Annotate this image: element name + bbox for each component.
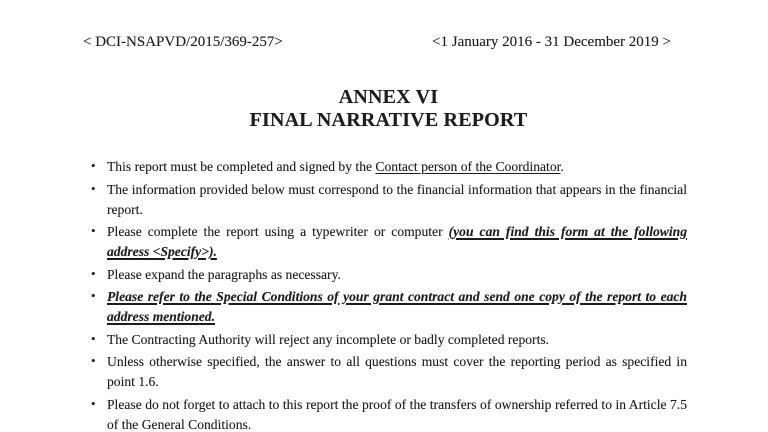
page-title-line1: ANNEX VI [338, 86, 439, 108]
bullet-icon: • [91, 353, 96, 368]
list-item [90, 265, 687, 285]
list-item [90, 330, 687, 350]
bullet-icon: • [91, 330, 96, 346]
list-item [90, 287, 687, 327]
bullet-icon: • [91, 395, 96, 411]
instructions-list [90, 157, 687, 432]
list-item [90, 395, 687, 432]
instruction-text: Please complete the report using a typewriter or computer (you can find this form at the following address <Specify>). [107, 224, 687, 259]
list-item [90, 352, 687, 392]
instruction-text: Please refer to the Special Conditions of your grant contract and send one copy of the report to each address mentioned. [107, 289, 687, 324]
page-title [90, 86, 687, 132]
list-item [90, 157, 687, 177]
bullet-icon: • [91, 223, 96, 238]
bullet-icon: • [91, 180, 96, 196]
list-item [90, 222, 687, 262]
contract-reference: < DCI-NSAPVD/2015/369-257> [83, 34, 283, 50]
reporting-period: <1 January 2016 - 31 December 2019 > [432, 34, 671, 50]
list-item [90, 180, 687, 220]
instruction-text: This report must be completed and signed by the Contact person of the Coordinator. [107, 159, 564, 174]
document-header [83, 33, 671, 51]
instruction-text: Unless otherwise specified, the answer to all questions must cover the reporting period as specified in point 1.6. [107, 354, 687, 389]
bullet-icon: • [91, 288, 96, 303]
instruction-text: Please do not forget to attach to this report the proof of the transfers of ownership referred to in Article 7.5 of the General Conditions. [107, 396, 687, 432]
bullet-icon: • [91, 265, 96, 281]
instruction-text: The Contracting Authority will reject any incomplete or badly completed reports. [107, 331, 550, 347]
page-title-line2: FINAL NARRATIVE REPORT [249, 109, 528, 131]
instruction-text: Please expand the paragraphs as necessary. [107, 266, 341, 282]
bullet-icon: • [91, 158, 96, 173]
instruction-text: The information provided below must correspond to the financial information that appears in the financial report. [107, 181, 687, 217]
